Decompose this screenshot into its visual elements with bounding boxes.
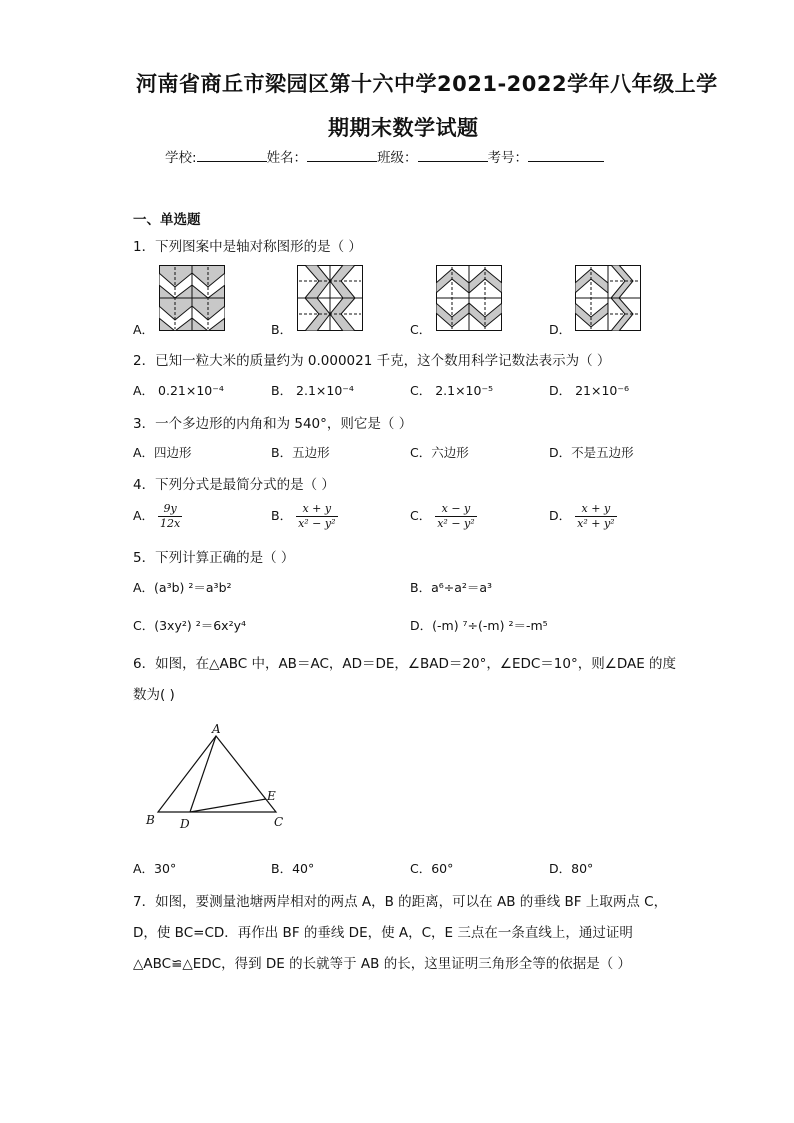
point-a-label: A bbox=[212, 722, 221, 736]
q5-option-b[interactable]: B．a⁶÷a²＝a³ bbox=[410, 580, 493, 595]
q4-label-c: C． bbox=[410, 508, 432, 523]
q4-option-d[interactable] bbox=[549, 502, 617, 531]
point-d-label: D bbox=[180, 817, 190, 831]
point-b-label: B bbox=[146, 813, 155, 827]
q4-stem: 4．下列分式是最简分式的是（ ） bbox=[133, 477, 335, 493]
q2-stem: 2．已知一粒大米的质量约为 0.000021 千克，这个数用科学记数法表示为（ ） bbox=[133, 353, 611, 369]
fraction-a bbox=[158, 502, 182, 531]
q7-stem-line3: △ABC≌△EDC，得到 DE 的长就等于 AB 的长，这里证明三角形全等的依据是（ ） bbox=[133, 956, 631, 972]
class-label: 班级： bbox=[377, 150, 418, 166]
point-e-label: E bbox=[267, 789, 276, 803]
q6-option-b[interactable]: B．40° bbox=[271, 861, 315, 876]
fraction-d bbox=[575, 502, 616, 531]
q6-option-a[interactable]: A．30° bbox=[133, 861, 177, 876]
q4-label-a: A． bbox=[133, 508, 155, 523]
q5-option-a[interactable]: A．(a³b) ²＝a³b² bbox=[133, 580, 232, 595]
q2-option-a[interactable]: A． 0.21×10⁻⁴ bbox=[133, 383, 224, 398]
triangle-abc-diagram bbox=[138, 722, 298, 832]
class-blank[interactable] bbox=[418, 149, 488, 162]
fraction-b bbox=[296, 502, 337, 531]
page-title-line2: 期期末数学试题 bbox=[328, 116, 479, 140]
fraction-d-den: x² + y² bbox=[577, 517, 615, 530]
pattern-d-icon bbox=[575, 265, 641, 331]
name-label: 姓名： bbox=[266, 150, 308, 166]
q3-stem: 3．一个多边形的内角和为 540°，则它是（ ） bbox=[133, 416, 413, 432]
section-heading: 一、单选题 bbox=[133, 212, 201, 228]
q4-label-d: D． bbox=[549, 508, 572, 523]
q7-stem-line1: 7．如图，要测量池塘两岸相对的两点 A，B 的距离，可以在 AB 的垂线 BF 上取两点 C， bbox=[133, 894, 668, 910]
page-title: 河南省商丘市梁园区第十六中学2021-2022学年八年级上学 bbox=[136, 72, 718, 96]
q2-option-d[interactable]: D． 21×10⁻⁶ bbox=[549, 383, 629, 398]
q2-option-b[interactable]: B． 2.1×10⁻⁴ bbox=[271, 383, 354, 398]
exam-no-blank[interactable] bbox=[528, 149, 604, 162]
exam-no-label: 考号： bbox=[487, 150, 529, 166]
school-label: 学校: bbox=[165, 150, 197, 166]
q6-stem-line2: 数为( ) bbox=[133, 687, 175, 703]
fraction-d-num: x + y bbox=[575, 502, 616, 517]
q4-label-b: B． bbox=[271, 508, 293, 523]
point-c-label: C bbox=[274, 815, 284, 829]
pattern-b-icon bbox=[297, 265, 363, 331]
fraction-b-num: x + y bbox=[296, 502, 337, 517]
q3-option-b[interactable]: B．五边形 bbox=[271, 445, 330, 460]
q3-option-c[interactable]: C．六边形 bbox=[410, 445, 469, 460]
q4-option-c[interactable] bbox=[410, 502, 477, 531]
q4-option-a[interactable] bbox=[133, 502, 182, 531]
q1-option-d[interactable]: D． bbox=[549, 322, 572, 337]
fraction-c bbox=[435, 502, 476, 531]
pattern-c-icon bbox=[436, 265, 502, 331]
q4-option-b[interactable] bbox=[271, 502, 338, 531]
fraction-c-den: x² − y² bbox=[437, 517, 475, 530]
q3-option-d[interactable]: D．不是五边形 bbox=[549, 445, 634, 460]
pattern-a-icon bbox=[159, 265, 225, 331]
q3-option-a[interactable]: A．四边形 bbox=[133, 445, 192, 460]
q6-option-d[interactable]: D．80° bbox=[549, 861, 594, 876]
fraction-b-den: x² − y² bbox=[298, 517, 336, 530]
fraction-a-num: 9y bbox=[158, 502, 182, 517]
q5-stem: 5．下列计算正确的是（ ） bbox=[133, 550, 295, 566]
q5-option-d[interactable]: D．(-m) ⁷÷(-m) ²＝-m⁵ bbox=[410, 618, 548, 633]
q1-option-c[interactable]: C． bbox=[410, 322, 432, 337]
q7-stem-line2: D，使 BC=CD．再作出 BF 的垂线 DE，使 A，C，E 三点在一条直线上，通过证明 bbox=[133, 925, 633, 941]
q6-stem-line1: 6．如图，在△ABC 中，AB＝AC，AD＝DE，∠BAD＝20°，∠EDC＝10°，则∠DAE 的度 bbox=[133, 656, 677, 672]
q6-option-c[interactable]: C．60° bbox=[410, 861, 454, 876]
q5-option-c[interactable]: C．(3xy²) ²＝6x²y⁴ bbox=[133, 618, 246, 633]
fraction-a-den: 12x bbox=[160, 517, 181, 530]
name-blank[interactable] bbox=[307, 149, 377, 162]
q2-option-c[interactable]: C． 2.1×10⁻⁵ bbox=[410, 383, 494, 398]
q1-option-a[interactable]: A． bbox=[133, 322, 155, 337]
q1-option-b[interactable]: B． bbox=[271, 322, 293, 337]
fraction-c-num: x − y bbox=[435, 502, 476, 517]
student-info-row bbox=[165, 146, 604, 166]
school-blank[interactable] bbox=[197, 149, 267, 162]
q1-stem: 1．下列图案中是轴对称图形的是（ ） bbox=[133, 239, 362, 255]
